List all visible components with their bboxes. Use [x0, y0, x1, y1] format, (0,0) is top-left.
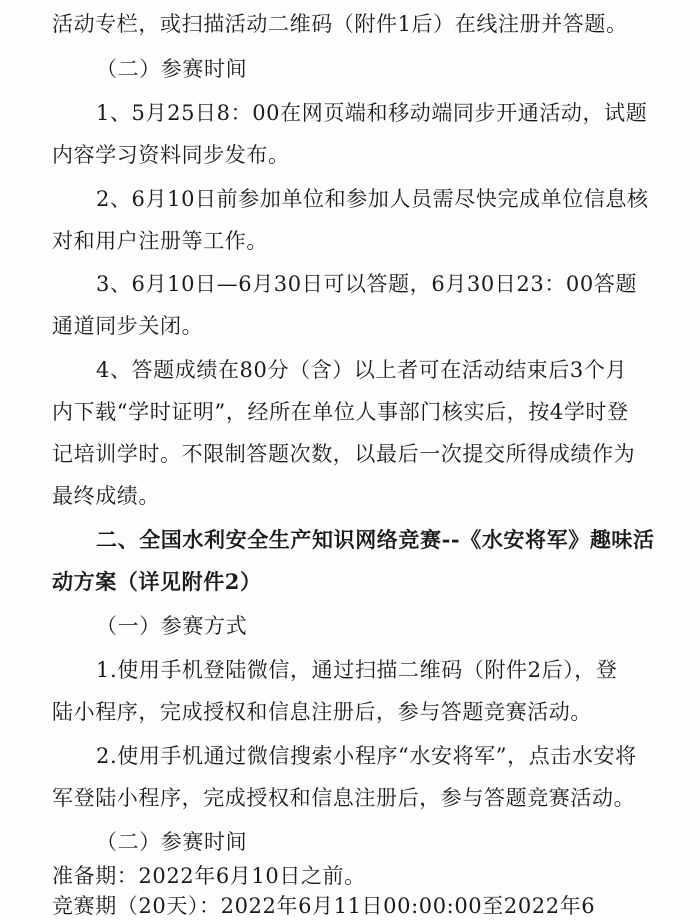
section-subheading: （二）参赛时间 [96, 830, 248, 854]
text-line: 1.使用手机登陆微信，通过扫描二维码（附件2后），登 [96, 658, 618, 682]
section-subheading: （二）参赛时间 [96, 57, 248, 81]
section-heading: 二、全国水利安全生产知识网络竞赛--《水安将军》趣味活 [96, 527, 655, 552]
text-line: 对和用户注册等工作。 [52, 229, 268, 253]
text-line: 最终成绩。 [52, 484, 160, 508]
text-line: 竞赛期（20天）：2022年6月11日00:00:00至2022年6 [52, 894, 596, 918]
text-line: 陆小程序，完成授权和信息注册后，参与答题竞赛活动。 [52, 700, 592, 724]
text-line: 记培训学时。不限制答题次数，以最后一次提交所得成绩作为 [52, 442, 636, 466]
text-line: 内容学习资料同步发布。 [52, 143, 290, 167]
section-heading-continued: 动方案（详见附件2） [52, 569, 262, 594]
text-line: 1、5月25日8：00在网页端和移动端同步开通活动，试题 [96, 101, 648, 125]
text-line: 内下载“学时证明”，经所在单位人事部门核实后，按4学时登 [52, 400, 629, 424]
text-line: 2.使用手机通过微信搜索小程序“水安将军”，点击水安将 [96, 744, 637, 768]
section-subheading: （一）参赛方式 [96, 614, 248, 638]
text-line: 3、6月10日—6月30日可以答题，6月30日23：00答题 [96, 272, 638, 296]
text-line: 活动专栏，或扫描活动二维码（附件1后）在线注册并答题。 [52, 12, 628, 36]
text-line: 通道同步关闭。 [52, 314, 204, 338]
text-line: 2、6月10日前参加单位和参加人员需尽快完成单位信息核 [96, 187, 649, 211]
text-line: 准备期：2022年6月10日之前。 [52, 864, 366, 888]
text-line: 军登陆小程序，完成授权和信息注册后，参与答题竞赛活动。 [52, 786, 636, 810]
text-line: 4、答题成绩在80分（含）以上者可在活动结束后3个月 [96, 358, 628, 382]
